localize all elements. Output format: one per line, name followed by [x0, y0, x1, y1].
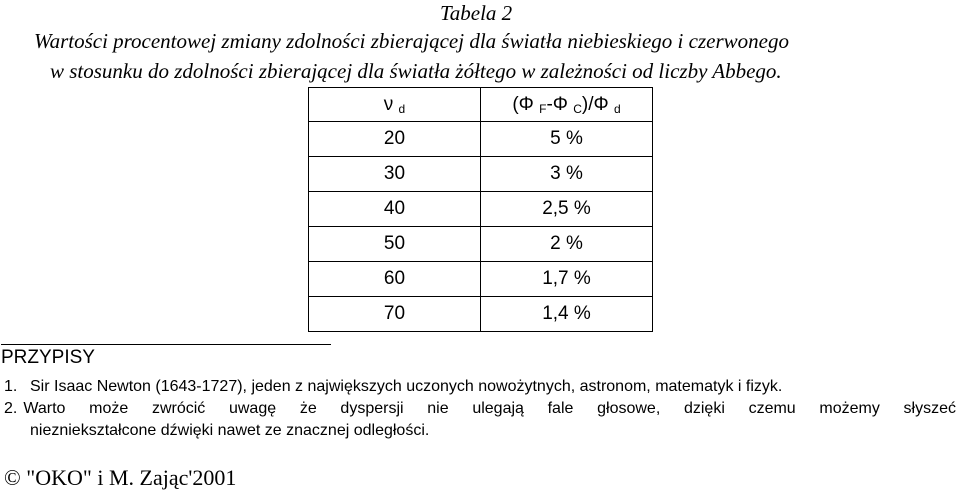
table-title: Tabela 2: [440, 1, 513, 25]
header-sub-f: F: [539, 101, 547, 116]
caption-line-1: Wartości procentowej zmiany zdolności zbierającej dla światła niebieskiego i czerwonego: [34, 29, 789, 53]
footnote-2-line-1: [4, 398, 956, 420]
table-row: [309, 297, 653, 332]
copyright-notice: © "OKO" i M. Zając'2001: [4, 465, 237, 490]
abbe-cell: 70: [309, 297, 481, 332]
table-header-row: [309, 88, 653, 122]
header-sub-d: d: [613, 101, 621, 116]
abbe-cell: 60: [309, 262, 481, 297]
change-cell: 1,7 %: [481, 262, 653, 297]
table-row: [309, 122, 653, 157]
table-row: [309, 227, 653, 262]
abbe-cell: 50: [309, 227, 481, 262]
footnote-number: 2.: [4, 400, 18, 417]
nu-subscript: d: [398, 101, 406, 116]
change-cell: 1,4 %: [481, 297, 653, 332]
header-part-mid: -Φ: [546, 93, 574, 115]
table-row: [309, 192, 653, 227]
header-sub-c: C: [573, 101, 582, 116]
header-part-open: (Φ: [512, 93, 540, 115]
header-relative-change: [481, 88, 653, 122]
footnote-text: Sir Isaac Newton (1643-1727), jeden z największych uczonych nowożytnych, astronom, matematyk i fizyk.: [30, 378, 783, 395]
abbe-cell: 40: [309, 192, 481, 227]
table-row: [309, 157, 653, 192]
header-part-div: )/Φ: [581, 93, 614, 115]
footnote-number: 1.: [4, 378, 18, 395]
change-cell: 3 %: [481, 157, 653, 192]
footnotes-heading: PRZYPISY: [1, 347, 95, 368]
abbe-cell: 30: [309, 157, 481, 192]
abbe-table: [308, 87, 653, 332]
nu-symbol: ν: [383, 93, 394, 115]
footnote-1: [4, 376, 782, 398]
footnote-2: [4, 398, 956, 442]
table-row: [309, 262, 653, 297]
abbe-cell: 20: [309, 122, 481, 157]
header-abbe-number: [309, 88, 481, 122]
change-cell: 5 %: [481, 122, 653, 157]
footnote-text: Warto może zwrócić uwagę że dyspersji nie ulegają fale głosowe, dzięki czemu możemy słyszeć: [23, 400, 956, 417]
footnote-2-line-2: niezniekształcone dźwięki nawet ze znacznej odległości.: [30, 422, 430, 439]
footnote-separator: [1, 344, 331, 345]
change-cell: 2,5 %: [481, 192, 653, 227]
caption-line-2: w stosunku do zdolności zbierającej dla światła żółtego w zależności od liczby Abbego.: [50, 59, 782, 83]
change-cell: 2 %: [481, 227, 653, 262]
